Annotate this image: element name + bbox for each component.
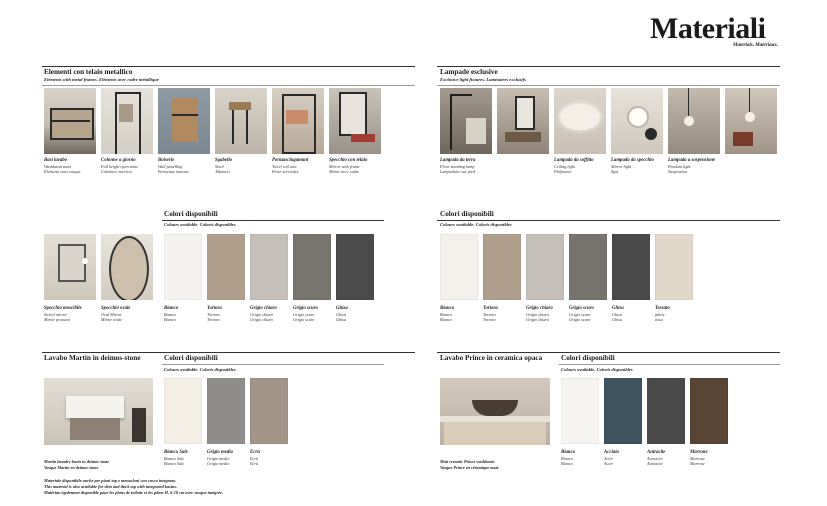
divider <box>162 364 384 365</box>
photo-pendant-room <box>725 88 777 154</box>
caption-en: Grigio chiaro <box>526 312 549 317</box>
item-en: Full height open units <box>101 164 138 169</box>
caption-en: Acier <box>604 456 614 461</box>
caption-tessuto <box>655 306 699 322</box>
photo-washbasin-units <box>44 88 96 154</box>
caption-acciaio <box>604 450 648 466</box>
caption-en: Marrone <box>690 456 705 461</box>
swatch-ghisa <box>612 234 650 300</box>
caption-name: Bianco <box>440 306 455 311</box>
item-name: Basi lavabo <box>44 158 68 163</box>
caption-name: Ghisa <box>336 306 348 311</box>
item-en: Ceiling light <box>554 164 576 169</box>
photo-bathroom-lamp <box>497 88 549 154</box>
divider <box>559 364 780 365</box>
caption-fr: Grigio scuro <box>293 317 315 323</box>
caption-en: Grigio medio <box>207 456 230 461</box>
caption-grigio-medio <box>207 450 251 466</box>
item-name: Sgabello <box>215 158 233 163</box>
item-name: Boiserie <box>158 158 175 163</box>
page-subtitle: Materials. Matériaux. <box>733 43 779 48</box>
item-name: Lampada da specchio <box>611 158 654 163</box>
swatch-marrone <box>690 378 728 444</box>
item-stool <box>215 158 273 174</box>
swatch-grigio-medio <box>207 378 245 444</box>
caption-name: Tortora <box>483 306 498 311</box>
item-en: Wall panelling <box>158 164 183 169</box>
item-fr: Eléments sous vasque <box>44 169 81 175</box>
caption-tortora <box>483 306 527 322</box>
section-subtitle-martin-colors: Colours available. Coloris disponibles <box>164 367 236 372</box>
caption-name: Grigio chiaro <box>526 306 553 311</box>
photo-wall-panelling <box>158 88 210 154</box>
caption-en: Ecrù <box>250 456 259 461</box>
caption-en: Bianco <box>440 312 452 317</box>
caption-fr: Ghisa <box>612 317 623 323</box>
photo-floor-lamp <box>440 88 492 154</box>
page-title: Materiali <box>650 12 766 45</box>
divider <box>437 66 780 67</box>
section-title-colors-lamps: Colori disponibili <box>440 210 494 218</box>
item-fr: Colonnes ouvertes <box>101 169 133 175</box>
martin-caption-en: Martin laundry basin in deimos-stone <box>44 459 110 464</box>
section-subtitle-colors-lamps: Colours available. Coloris disponibles <box>440 222 512 227</box>
caption-swivel-mirror <box>44 306 88 322</box>
caption-en: Tortora <box>207 312 220 317</box>
material-note-it: Materiale disponibile anche per piani top e mensoloni con vasca integrata. <box>44 478 176 483</box>
divider <box>437 220 780 221</box>
caption-name: Antracite <box>647 450 666 455</box>
item-fr: Lampadaire sur pied <box>440 169 475 175</box>
swatch-bianco <box>561 378 599 444</box>
divider <box>42 66 415 67</box>
caption-bianco-sale <box>164 450 208 466</box>
photo-mirror-with-frame <box>329 88 381 154</box>
divider <box>42 85 415 86</box>
photo-oval-mirror <box>101 234 153 300</box>
caption-fr: Grigio medio <box>207 461 230 467</box>
caption-fr: tissu <box>655 317 663 323</box>
caption-en: Grigio scuro <box>293 312 315 317</box>
item-en: Pendant light <box>668 164 691 169</box>
divider <box>42 352 415 353</box>
item-fr: Tabouret <box>215 169 230 175</box>
caption-name: Grigio medio <box>207 450 233 455</box>
caption-fr: Tortora <box>207 317 220 323</box>
item-floor-lamp <box>440 158 498 174</box>
caption-en: Grigio scuro <box>569 312 591 317</box>
caption-en: Oval Mirror <box>101 312 122 317</box>
caption-oval-mirror <box>101 306 145 322</box>
caption-name: Ghisa <box>612 306 624 311</box>
swatch-grigio-chiaro <box>250 234 288 300</box>
caption-fr: Miroir pivotant <box>44 317 70 323</box>
caption-name: Acciaio <box>604 450 619 455</box>
caption-ghisa <box>612 306 656 322</box>
caption-fr: Acier <box>604 461 614 467</box>
item-fr: Plafonnier <box>554 169 572 175</box>
caption-name: Grigio chiaro <box>250 306 277 311</box>
item-name: Lampada a sospensione <box>668 158 716 163</box>
caption-fr: Ghisa <box>336 317 347 323</box>
caption-bianco <box>561 450 605 466</box>
caption-antracite <box>647 450 691 466</box>
photo-swivel-mirror <box>44 234 96 300</box>
caption-name: Specchio ovale <box>101 306 131 311</box>
caption-en: Bianco <box>561 456 573 461</box>
swatch-bianco-sale <box>164 378 202 444</box>
item-en: Mirror with frame <box>329 164 360 169</box>
caption-en: Swivel mirror <box>44 312 67 317</box>
swatch-grigio-chiaro <box>526 234 564 300</box>
divider <box>162 220 384 221</box>
photo-open-units <box>101 88 153 154</box>
caption-en: Bianco Sale <box>164 456 185 461</box>
caption-en: Grigio chiaro <box>250 312 273 317</box>
caption-fr: Ecrù <box>250 461 259 467</box>
swatch-antracite <box>647 378 685 444</box>
item-towel-rail <box>272 158 330 174</box>
section-title-martin-colors: Colori disponibili <box>164 354 218 362</box>
caption-en: Bianco <box>164 312 176 317</box>
caption-name: Tortora <box>207 306 222 311</box>
caption-ghisa <box>336 306 380 322</box>
swatch-ghisa <box>336 234 374 300</box>
item-ceiling-light <box>554 158 612 174</box>
caption-name: Marrone <box>690 450 708 455</box>
caption-name: Grigio scuro <box>569 306 594 311</box>
caption-ecru <box>250 450 294 466</box>
section-subtitle-lamps: Exclusive light fixtures. Luminaires exclusifs <box>440 77 526 82</box>
caption-en: Ghisa <box>336 312 347 317</box>
caption-tortora <box>207 306 251 322</box>
caption-fr: Bianco <box>164 317 176 323</box>
caption-fr: Marrone <box>690 461 705 467</box>
martin-caption-fr: Vasque Martin en deimos-stone <box>44 465 99 470</box>
photo-ceiling-light <box>554 88 606 154</box>
item-name: Colonne a giorno <box>101 158 136 163</box>
swatch-acciaio <box>604 378 642 444</box>
caption-name: Specchio moscibile <box>44 306 82 311</box>
caption-grigio-chiaro <box>250 306 294 322</box>
prince-caption-fr: Vasque Prince en céramique mate <box>440 465 499 470</box>
section-title-martin: Lavabo Martin in deimos-stone <box>44 354 141 362</box>
item-pendant-light <box>668 158 726 174</box>
caption-grigio-chiaro <box>526 306 570 322</box>
swatch-tortora <box>483 234 521 300</box>
divider <box>437 352 780 353</box>
caption-grigio-scuro <box>569 306 613 322</box>
caption-fr: Grigio scuro <box>569 317 591 323</box>
item-mirror-with-frame <box>329 158 387 174</box>
item-mirror-light <box>611 158 669 174</box>
caption-name: Bianco <box>164 306 179 311</box>
section-subtitle-colors: Colours available. Coloris disponibles <box>164 222 236 227</box>
item-fr: Porte-serviettes <box>272 169 299 175</box>
caption-en: fabric <box>655 312 666 317</box>
item-name: Specchio con telaio <box>329 158 368 163</box>
photo-stool <box>215 88 267 154</box>
swatch-ecru <box>250 378 288 444</box>
swatch-tortora <box>207 234 245 300</box>
caption-name: Bianco <box>561 450 576 455</box>
caption-fr: Bianco Sale <box>164 461 185 467</box>
item-en: Towel rail unit <box>272 164 297 169</box>
item-en: Floor standing lamp <box>440 164 475 169</box>
prince-caption-en: Matt ceramic Prince washbasin <box>440 459 495 464</box>
caption-name: Grigio scuro <box>293 306 318 311</box>
item-washbasin-units <box>44 158 102 174</box>
section-title-prince-colors: Colori disponibili <box>561 354 615 362</box>
item-open-units <box>101 158 159 174</box>
caption-fr: Bianco <box>561 461 573 467</box>
caption-grigio-scuro <box>293 306 337 322</box>
caption-fr: Grigio chiaro <box>526 317 549 323</box>
section-subtitle-prince-colors: Colours available. Coloris disponibles <box>561 367 633 372</box>
swatch-bianco <box>440 234 478 300</box>
caption-bianco <box>164 306 208 322</box>
caption-fr: Antracite <box>647 461 663 467</box>
material-note-en: This material is also available for slim and thick top with integrated basins. <box>44 484 178 489</box>
caption-fr: Miroir ovale <box>101 317 123 323</box>
caption-fr: Bianco <box>440 317 452 323</box>
item-en: Washbasin units <box>44 164 72 169</box>
item-name: Lampada da soffitto <box>554 158 594 163</box>
swatch-tessuto <box>655 234 693 300</box>
section-title-lamps: Lampade esclusive <box>440 68 498 76</box>
photo-prince-basin <box>440 378 550 445</box>
item-fr: Suspension <box>668 169 687 175</box>
caption-name: Bianco Sale <box>164 450 188 455</box>
caption-name: Tessuto <box>655 306 670 311</box>
section-title-colors: Colori disponibili <box>164 210 218 218</box>
swatch-grigio-scuro <box>569 234 607 300</box>
swatch-bianco <box>164 234 202 300</box>
item-en: Stool <box>215 164 224 169</box>
item-name: Lampada da terra <box>440 158 476 163</box>
item-fr: Spot <box>611 169 619 175</box>
item-fr: Miroir avec cadre <box>329 169 360 175</box>
section-title-frames: Elementi con telaio metallico <box>44 68 133 76</box>
caption-marrone <box>690 450 734 466</box>
section-title-prince: Lavabo Prince in ceramica opaca <box>440 354 543 362</box>
caption-name: Ecrù <box>250 450 260 455</box>
photo-pendant-light <box>668 88 720 154</box>
item-name: Portaasciugamani <box>272 158 309 163</box>
caption-fr: Tortora <box>483 317 496 323</box>
photo-martin-basin <box>44 378 153 445</box>
material-note-fr: Matériau également disponible pour les plans de toilette et les plans H. 6-10 cm avec vasque intégrée. <box>44 490 224 495</box>
divider <box>437 85 780 86</box>
item-wall-panelling <box>158 158 216 174</box>
swatch-grigio-scuro <box>293 234 331 300</box>
caption-en: Antracite <box>647 456 663 461</box>
item-fr: Panneaux muraux <box>158 169 189 175</box>
section-subtitle-frames: Elements with metal frames. Eléments avec cadre métallique <box>44 77 159 82</box>
caption-bianco <box>440 306 484 322</box>
caption-en: Tortora <box>483 312 496 317</box>
caption-en: Ghisa <box>612 312 623 317</box>
item-en: Mirror light <box>611 164 632 169</box>
photo-mirror-light <box>611 88 663 154</box>
caption-fr: Grigio chiaro <box>250 317 273 323</box>
photo-towel-rail <box>272 88 324 154</box>
